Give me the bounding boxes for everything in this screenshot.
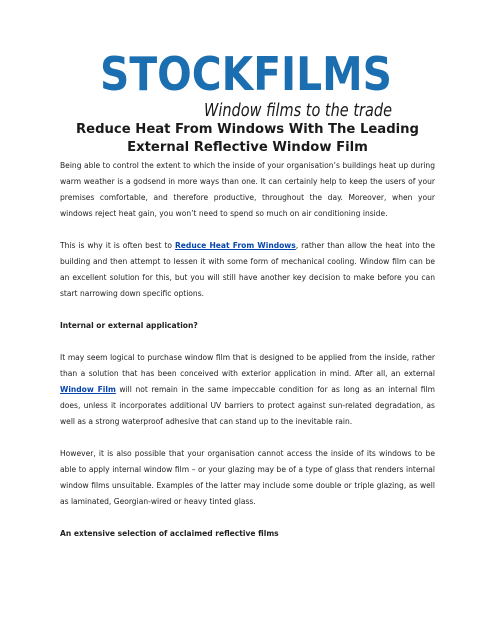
paragraph-text: , rather than allow the heat into the building and then attempt to lessen it with some form of mechanical cooling. Window film can be an excellent solution for this, but you will still have another key decision to make before you can start narrowing down specific options. <box>60 241 436 298</box>
window-film-link[interactable]: Window Film <box>60 385 116 394</box>
reduce-heat-link[interactable]: Reduce Heat From Windows <box>175 241 296 250</box>
document-body <box>60 158 435 542</box>
paragraph-text: It may seem logical to purchase window film that is designed to be applied from the inside, rather than a solution that has been conceived with exterior application in mind. After all, an external <box>60 353 435 378</box>
logo-tagline: Window films to the trade <box>204 100 392 121</box>
paragraph-text: This is why it is often best to <box>60 241 175 250</box>
document-title-line-2: External Reflective Window Film <box>127 140 368 155</box>
document-title-line-1: Reduce Heat From Windows With The Leading <box>76 122 419 137</box>
paragraph-glass-types: However, it is also possible that your organisation cannot access the inside of its windows to be able to apply internal window film – or your glazing may be of a type of glass that renders internal window films unsuitable. Examples of the latter may include some double or triple glazing, as well as laminated, Georgian-wired or heavy tinted glass. <box>60 449 435 506</box>
paragraph-reduce-heat <box>60 238 435 302</box>
stockfilms-logo <box>100 47 400 122</box>
section-heading-internal-external: Internal or external application? <box>60 321 198 330</box>
section-heading-reflective-films: An extensive selection of acclaimed reflective films <box>60 529 279 538</box>
paragraph-intro: Being able to control the extent to which the inside of your organisation’s buildings heat up during warm weather is a godsend in more ways than one. It can certainly help to keep the users of your premises comfortable, and therefore productive, throughout the day. Moreover, when your windows reject heat gain, you won’t need to spend so much on air conditioning inside. <box>60 161 435 218</box>
logo <box>0 47 495 122</box>
paragraph-application <box>60 350 435 430</box>
logo-brand-text: STOCKFILMS <box>100 47 392 101</box>
paragraph-text: will not remain in the same impeccable condition for as long as an internal film does, unless it incorporates additional UV barriers to protect against sun-related degradation, as well as a strong waterproof adhesive that can stand up to the inevitable rain. <box>60 385 435 426</box>
